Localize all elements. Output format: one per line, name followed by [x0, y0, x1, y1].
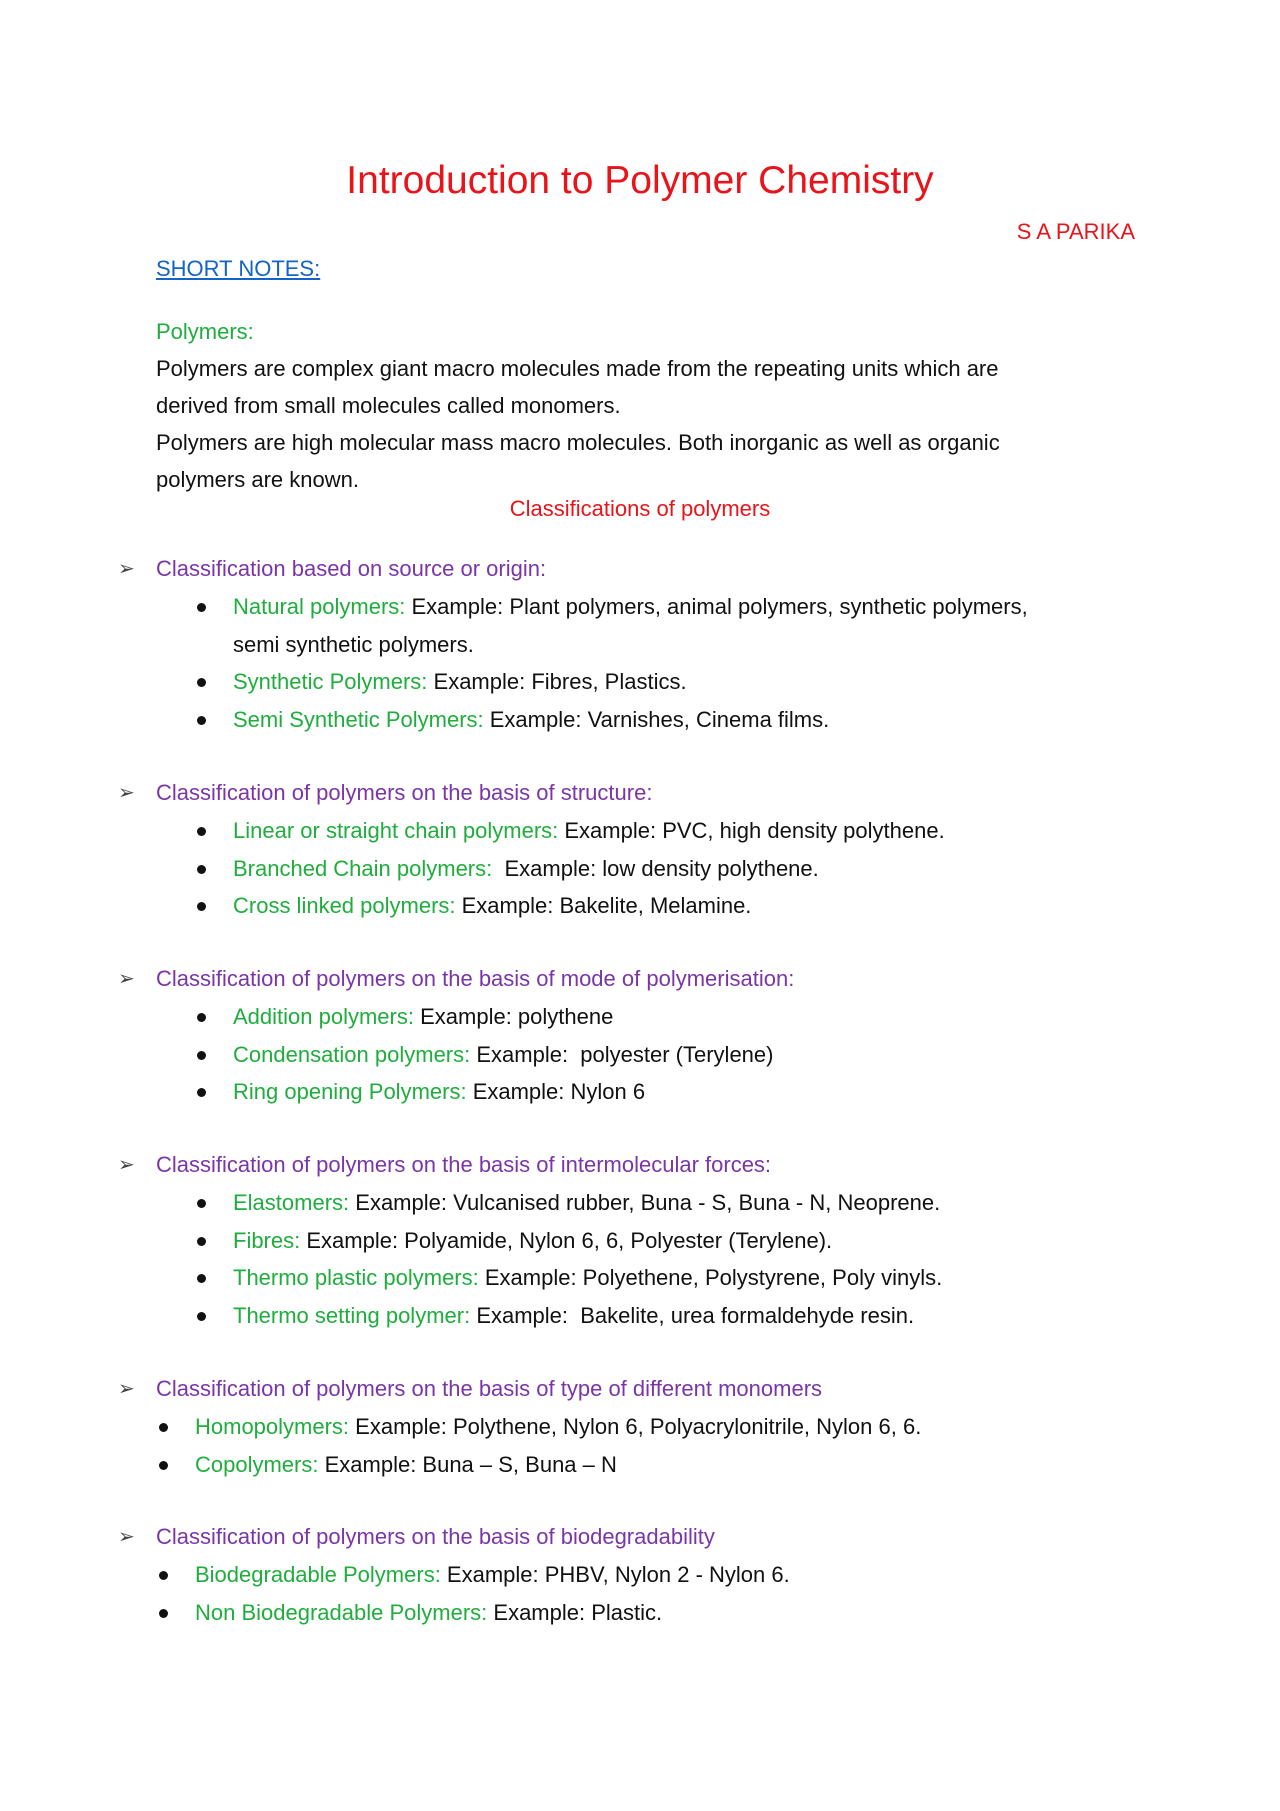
bullet-icon — [197, 1051, 206, 1060]
list-item — [233, 812, 1158, 850]
section-source — [118, 550, 1158, 738]
item-term: Linear or straight chain polymers: — [233, 818, 559, 843]
item-text: Example: Vulcanised rubber, Buna - S, Buna - N, Neoprene. — [349, 1190, 941, 1215]
list-item — [233, 663, 1158, 701]
list-item — [195, 1556, 1158, 1594]
arrow-bullet-icon: ➢ — [118, 1154, 135, 1176]
item-term: Natural polymers: — [233, 594, 406, 619]
item-term: Elastomers: — [233, 1190, 350, 1215]
item-term: Cross linked polymers: — [233, 893, 456, 918]
section-heading — [118, 550, 1158, 588]
item-term: Condensation polymers: — [233, 1041, 471, 1067]
intro-line: derived from small molecules called monomers. — [156, 393, 621, 418]
section-structure — [118, 774, 1158, 925]
item-text: Example: polythene — [413, 1004, 614, 1029]
arrow-bullet-icon: ➢ — [118, 782, 135, 804]
arrow-bullet-icon: ➢ — [118, 968, 135, 990]
list-item — [233, 1259, 1158, 1297]
section-polymerisation — [118, 960, 1158, 1111]
item-text: Example: polyester (Terylene) — [470, 1041, 774, 1067]
intro-line: Polymers are high molecular mass macro molecules. Both inorganic as well as organic — [156, 430, 1000, 455]
bullet-icon — [197, 1013, 206, 1022]
section-monomers — [118, 1370, 1158, 1483]
arrow-bullet-icon: ➢ — [118, 1378, 135, 1400]
list-item — [195, 1446, 1158, 1484]
item-text: Example: Buna – S, Buna – N — [318, 1451, 617, 1477]
item-text: Example: Bakelite, Melamine. — [455, 893, 752, 918]
item-text: Example: Polyethene, Polystyrene, Poly vinyls. — [478, 1265, 943, 1290]
intro-line: Polymers are complex giant macro molecules made from the repeating units which are — [156, 356, 999, 381]
item-term: Homopolymers: — [195, 1414, 350, 1439]
bullet-icon — [197, 1199, 206, 1208]
list-item — [233, 850, 1158, 888]
item-term: Non Biodegradable Polymers: — [195, 1599, 488, 1625]
item-text: Example: Fibres, Plastics. — [427, 669, 687, 694]
bullet-icon — [197, 678, 206, 687]
item-text: semi synthetic polymers. — [233, 631, 474, 657]
list-item — [233, 1222, 1158, 1260]
bullet-icon — [159, 1609, 168, 1618]
list-item — [233, 1073, 1158, 1111]
bullet-icon — [159, 1571, 168, 1580]
item-term: Addition polymers: — [233, 1004, 414, 1029]
list-item — [233, 887, 1158, 925]
item-term: Synthetic Polymers: — [233, 669, 428, 694]
item-text: Example: Plastic. — [487, 1599, 663, 1625]
page-title: Introduction to Polymer Chemistry — [346, 159, 934, 202]
bullet-icon — [197, 1312, 206, 1321]
intro-heading: Polymers: — [156, 319, 254, 344]
short-notes-heading: SHORT NOTES: — [156, 256, 321, 281]
author-name: S A PARIKA — [1016, 219, 1135, 244]
list-item — [195, 1594, 1158, 1632]
item-term: Copolymers: — [195, 1451, 319, 1477]
list-item — [233, 998, 1158, 1036]
classifications-title: Classifications of polymers — [509, 496, 771, 521]
item-term: Biodegradable Polymers: — [195, 1562, 441, 1587]
item-text: Example: Plant polymers, animal polymers, synthetic polymers, — [405, 594, 1028, 619]
list-item — [233, 1036, 1158, 1074]
section-heading-text: Classification of polymers on the basis of type of different monomers — [156, 1376, 823, 1401]
bullet-icon — [197, 1088, 206, 1097]
list-item — [233, 588, 1158, 663]
section-biodegradability — [118, 1518, 1158, 1631]
intro-block — [156, 313, 1116, 498]
section-heading-text: Classification of polymers on the basis of biodegradability — [156, 1524, 715, 1549]
section-heading — [118, 960, 1158, 998]
section-heading-text: Classification of polymers on the basis of mode of polymerisation: — [156, 966, 795, 991]
section-heading — [118, 1146, 1158, 1184]
bullet-icon — [197, 827, 206, 836]
bullet-icon — [197, 1237, 206, 1246]
bullet-icon — [159, 1423, 168, 1432]
section-heading-text: Classification of polymers on the basis of intermolecular forces: — [156, 1152, 772, 1177]
bullet-icon — [159, 1461, 168, 1470]
item-term: Ring opening Polymers: — [233, 1079, 467, 1104]
section-heading — [118, 1518, 1158, 1556]
section-heading-text: Classification of polymers on the basis of structure: — [156, 780, 653, 805]
list-item — [233, 1297, 1158, 1335]
bullet-icon — [197, 603, 206, 612]
item-term: Thermo setting polymer: — [233, 1302, 471, 1328]
item-text: Example: Bakelite, urea formaldehyde resin. — [470, 1302, 915, 1328]
item-term: Branched Chain polymers: — [233, 855, 493, 881]
arrow-bullet-icon: ➢ — [118, 558, 135, 580]
item-text: Example: Nylon 6 — [466, 1079, 646, 1104]
section-intermolecular — [118, 1146, 1158, 1334]
bullet-icon — [197, 865, 206, 874]
item-text: Example: Varnishes, Cinema films. — [483, 706, 830, 732]
arrow-bullet-icon: ➢ — [118, 1526, 135, 1548]
item-text: Example: PHBV, Nylon 2 - Nylon 6. — [440, 1562, 790, 1587]
section-heading-text: Classification based on source or origin: — [156, 556, 547, 581]
intro-line: polymers are known. — [156, 467, 359, 492]
section-heading — [118, 1370, 1158, 1408]
list-item — [195, 1408, 1158, 1446]
bullet-icon — [197, 716, 206, 725]
item-text: Example: Polyamide, Nylon 6, 6, Polyester (Terylene). — [300, 1227, 833, 1253]
bullet-icon — [197, 1274, 206, 1283]
list-item — [233, 1184, 1158, 1222]
bullet-icon — [197, 902, 206, 911]
section-heading — [118, 774, 1158, 812]
item-text: Example: PVC, high density polythene. — [558, 818, 945, 843]
item-term: Thermo plastic polymers: — [233, 1265, 479, 1290]
item-term: Semi Synthetic Polymers: — [233, 706, 484, 732]
list-item — [233, 701, 1158, 739]
item-text: Example: low density polythene. — [492, 855, 819, 881]
item-text: Example: Polythene, Nylon 6, Polyacrylonitrile, Nylon 6, 6. — [349, 1414, 922, 1439]
item-term: Fibres: — [233, 1227, 301, 1253]
